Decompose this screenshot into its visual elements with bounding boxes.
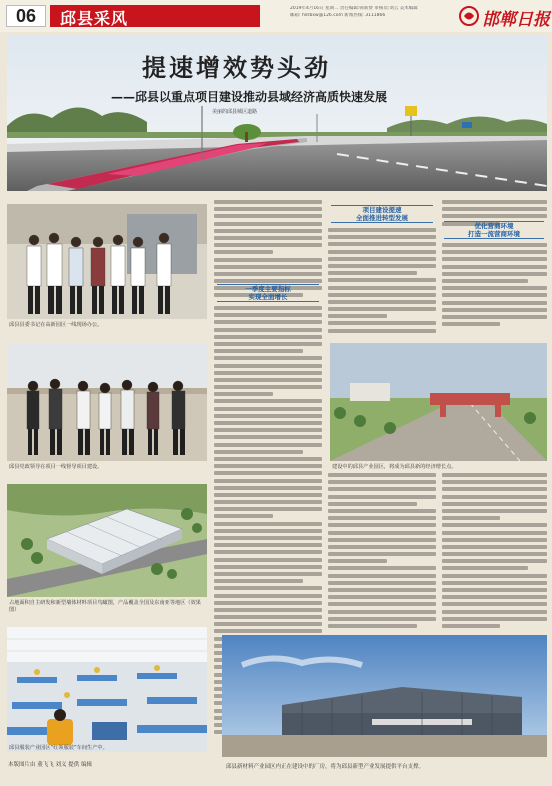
text-column xyxy=(442,473,547,633)
sub-headline: ——邱县以重点项目建设推动县域经济高质快速发展 xyxy=(111,90,388,104)
subhead-line: 优化营商环境 xyxy=(474,222,514,230)
photo-industrial-park xyxy=(330,343,547,461)
hero-caption: 美丽的邱县城区道路 xyxy=(212,109,258,115)
issue-line: 邮箱: hdrbxw@126.com 新闻热线: 3111866 xyxy=(290,12,386,18)
subhead-line: 打造一流营商环境 xyxy=(468,230,520,238)
photo-caption: 占地面积自主研发和新型墙体材料项目鸟瞰图，产品覆盖全国及东南亚等地区（效果图） xyxy=(9,600,201,613)
page-header xyxy=(0,0,552,32)
subhead-projects xyxy=(331,205,433,223)
subhead-line: 全面推进转型发展 xyxy=(356,214,408,222)
subhead-environment xyxy=(444,221,544,239)
photo-factory-aerial xyxy=(7,484,207,597)
text-column xyxy=(442,243,547,338)
subhead-line: 一季度主要指标 xyxy=(245,285,291,293)
page-number: 06 xyxy=(6,5,46,27)
subhead-indicators xyxy=(217,284,319,302)
section-title: 邱县采风 xyxy=(60,9,129,28)
issue-info xyxy=(290,6,445,19)
issue-line: 2019年4月16日 星期二 责任编辑:韩新赞 审核员:刘云 美术编辑 xyxy=(290,6,418,11)
text-column xyxy=(328,473,436,633)
photo-officials-inspection xyxy=(7,204,207,319)
bottom-photo-caption: 邱县新材料产业园区内正在建设中的厂房，将为邱县新型产业发展提供平台支撑。 xyxy=(226,764,425,770)
photo-caption: 邱县县委书记在高新园区一线现场办公。 xyxy=(9,322,103,328)
subhead-line: 实现全面增长 xyxy=(248,293,288,301)
photo-caption: 邱县服装产业园区“红领服装”车间生产中。 xyxy=(9,745,108,751)
photo-caption: 建设中的邱县产业园区，将成为邱县新的经济增长点。 xyxy=(332,464,457,470)
photo-garment-workshop xyxy=(7,627,207,752)
text-column xyxy=(328,228,436,338)
hero-photo xyxy=(7,36,547,191)
subhead-line: 项目建设提速 xyxy=(362,206,402,214)
photo-site-visit xyxy=(7,343,207,461)
main-headline: 提速增效势头劲 xyxy=(142,54,331,82)
photo-new-factory xyxy=(222,635,547,757)
photo-caption: 邱县党政领导在项目一线督导项目建设。 xyxy=(9,464,103,470)
photo-credits: 本版图片由 董飞飞 刘义 提供 编辑 xyxy=(8,762,92,768)
paper-name: 邯郸日报 xyxy=(482,10,550,30)
paper-logo-icon xyxy=(458,6,480,26)
